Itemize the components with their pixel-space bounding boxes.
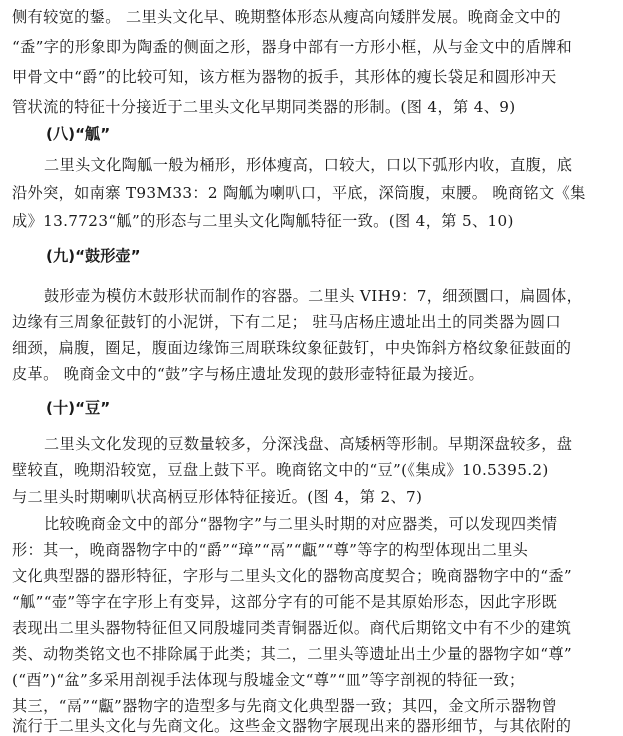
text-line: “盉”字的形象即为陶盉的侧面之形，器身中部有一方形小框，从与金文中的盾牌和 (12, 38, 573, 56)
text-line: (“酉”)“盆”多采用剖视手法体现与殷墟金文“尊”“皿”等字剖视的特征一致； (12, 671, 525, 689)
text-line: 类、动物类铭文也不排除属于此类；其二，二里头等遗址出土少量的器物字如“尊” (12, 645, 573, 663)
text-line: 细颈，扁腹，圈足，腹面边缘饰三周联珠纹象征鼓钉，中央饰斜方格纹象征鼓面的 (12, 339, 572, 357)
text-line: 其三，“鬲”“甗”器物字的造型多与先商文化典型器一致；其四，金文所示器物曾 (12, 697, 558, 715)
text-line: 形：其一，晚商器物字中的“爵”“璋”“鬲”“甗”“尊”等字的构型体现出二里头 (12, 541, 529, 559)
text-line: 表现出二里头器物特征但又同殷墟同类青铜器近似。商代后期铭文中有不少的建筑 (12, 619, 572, 637)
section-heading: (十)“豆” (46, 399, 111, 417)
text-line: 皮革。 晚商金文中的“鼓”字与杨庄遗址发现的鼓形壶特征最为接近。 (12, 365, 484, 383)
text-line: 成》13.7723“觚”的形态与二里头文化陶觚特征一致。(图 4，第 5、10) (12, 212, 514, 230)
text-line: 二里头文化陶觚一般为桶形，形体瘦高，口较大，口以下弧形内收，直腹，底 (44, 156, 573, 174)
text-line: 壁较直，晚期沿较宽，豆盘上鼓下平。晚商铭文中的“豆”(《集成》10.5395.2) (12, 461, 549, 479)
text-line: 沿外突，如南寨 T93M33：2 陶觚为喇叭口，平底，深筒腹，束腰。 晚商铭文《集 (12, 184, 586, 202)
text-line: 边缘有三周象征鼓钉的小泥饼，下有二足； 驻马店杨庄遗址出土的同类器为圆口 (12, 313, 561, 331)
text-line: 甲骨文中“爵”的比较可知，该方框为器物的扳手，其形体的瘦长袋足和圆形冲天 (12, 68, 557, 86)
section-heading: (八)“觚” (46, 125, 111, 143)
text-line: “觚”“壶”等字在字形上有变异，这部分字有的可能不是其原始形态，因此字形既 (12, 593, 558, 611)
text-line: 文化典型器的器形特征，字形与二里头文化的器物高度契合；晚商器物字中的“盉” (12, 567, 573, 585)
text-line: 二里头文化发现的豆数量较多，分深浅盘、高矮柄等形制。早期深盘较多，盘 (44, 435, 573, 453)
text-line: 管状流的特征十分接近于二里头文化早期同类器的形制。(图 4，第 4、9) (12, 98, 516, 116)
text-line: 流行于二里头文化与先商文化。这些金文器物字展现出来的器形细节，与其依附的 (12, 717, 572, 735)
section-heading: (九)“鼓形壶” (46, 247, 141, 265)
text-line: 鼓形壶为模仿木鼓形状而制作的容器。二里头 VIH9：7，细颈圜口，扁圆体， (44, 287, 583, 305)
text-line: 比较晚商金文中的部分“器物字”与二里头时期的对应器类，可以发现四类情 (44, 515, 558, 533)
text-line: 与二里头时期喇叭状高柄豆形体特征接近。(图 4，第 2、7) (12, 488, 423, 506)
text-line: 侧有较宽的鋬。 二里头文化早、晚期整体形态从瘦高向矮胖发展。晚商金文中的 (12, 8, 561, 26)
